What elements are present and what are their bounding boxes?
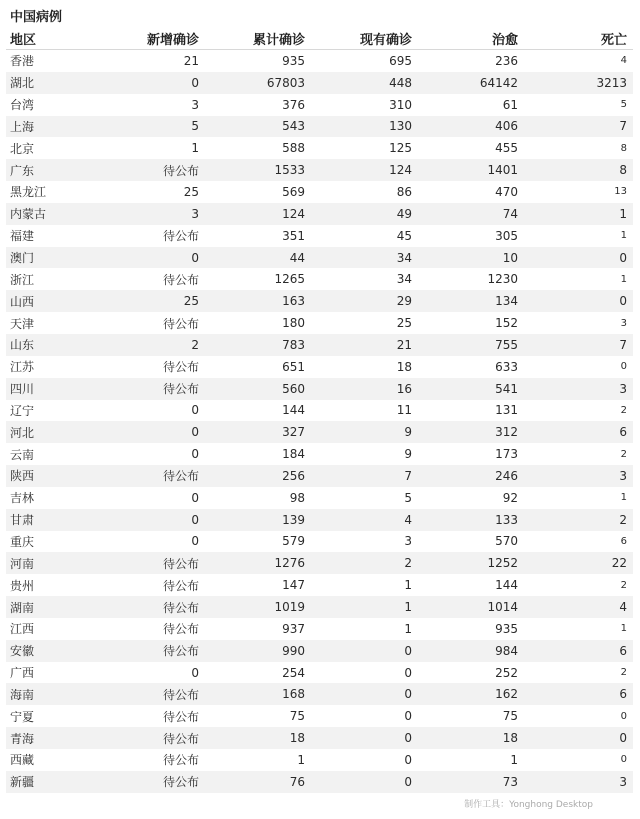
cell-current-confirmed: 34 [305, 268, 412, 290]
cell-deaths: 2 [518, 400, 633, 422]
table-row[interactable] [6, 421, 633, 443]
cell-deaths: 13 [518, 181, 633, 203]
cell-new-confirmed: 0 [76, 72, 199, 94]
cell-current-confirmed: 1 [305, 618, 412, 640]
cell-region: 甘肃 [6, 509, 76, 531]
cell-cured: 152 [412, 312, 518, 334]
cell-cured: 935 [412, 618, 518, 640]
table-row[interactable] [6, 50, 633, 72]
cell-current-confirmed: 0 [305, 705, 412, 727]
table-row[interactable] [6, 356, 633, 378]
cell-current-confirmed: 130 [305, 116, 412, 138]
cell-current-confirmed: 310 [305, 94, 412, 116]
cell-region: 吉林 [6, 487, 76, 509]
cell-new-confirmed: 待公布 [76, 378, 199, 400]
cell-current-confirmed: 0 [305, 683, 412, 705]
cell-cured: 10 [412, 247, 518, 269]
cell-region: 河南 [6, 552, 76, 574]
cell-new-confirmed: 待公布 [76, 225, 199, 247]
cell-deaths: 1 [518, 225, 633, 247]
cell-new-confirmed: 0 [76, 443, 199, 465]
table-row[interactable] [6, 662, 633, 684]
cell-region: 上海 [6, 116, 76, 138]
cell-deaths: 2 [518, 662, 633, 684]
cell-new-confirmed: 待公布 [76, 159, 199, 181]
cell-current-confirmed: 2 [305, 552, 412, 574]
cell-total-confirmed: 560 [199, 378, 305, 400]
cell-deaths: 3 [518, 771, 633, 793]
cell-region: 重庆 [6, 531, 76, 553]
cell-total-confirmed: 327 [199, 421, 305, 443]
cell-deaths: 5 [518, 94, 633, 116]
cell-cured: 73 [412, 771, 518, 793]
table-row[interactable] [6, 727, 633, 749]
table-row[interactable] [6, 465, 633, 487]
cell-cured: 252 [412, 662, 518, 684]
cell-current-confirmed: 21 [305, 334, 412, 356]
cell-new-confirmed: 0 [76, 400, 199, 422]
cell-region: 西藏 [6, 749, 76, 771]
cell-new-confirmed: 2 [76, 334, 199, 356]
cell-region: 黑龙江 [6, 181, 76, 203]
cell-deaths: 22 [518, 552, 633, 574]
cell-current-confirmed: 5 [305, 487, 412, 509]
table-row[interactable] [6, 552, 633, 574]
cell-region: 河北 [6, 421, 76, 443]
cell-new-confirmed: 25 [76, 290, 199, 312]
cell-total-confirmed: 44 [199, 247, 305, 269]
cell-cured: 1401 [412, 159, 518, 181]
cell-deaths: 4 [518, 596, 633, 618]
table-row[interactable] [6, 334, 633, 356]
cell-current-confirmed: 1 [305, 596, 412, 618]
cell-cured: 61 [412, 94, 518, 116]
cell-region: 湖北 [6, 72, 76, 94]
cell-deaths: 0 [518, 749, 633, 771]
cell-deaths: 3 [518, 378, 633, 400]
cell-total-confirmed: 184 [199, 443, 305, 465]
cell-current-confirmed: 11 [305, 400, 412, 422]
cell-new-confirmed: 待公布 [76, 574, 199, 596]
cell-total-confirmed: 163 [199, 290, 305, 312]
cell-region: 福建 [6, 225, 76, 247]
china-cases-table [6, 27, 633, 793]
cell-region: 安徽 [6, 640, 76, 662]
column-header-current-confirmed[interactable]: 现有确诊 [305, 27, 412, 50]
cell-current-confirmed: 7 [305, 465, 412, 487]
cell-new-confirmed: 待公布 [76, 596, 199, 618]
cell-total-confirmed: 1533 [199, 159, 305, 181]
cell-deaths: 7 [518, 116, 633, 138]
cell-region: 陕西 [6, 465, 76, 487]
cell-cured: 173 [412, 443, 518, 465]
cell-current-confirmed: 18 [305, 356, 412, 378]
table-row[interactable] [6, 203, 633, 225]
cell-total-confirmed: 75 [199, 705, 305, 727]
cell-cured: 144 [412, 574, 518, 596]
cell-current-confirmed: 45 [305, 225, 412, 247]
cell-deaths: 2 [518, 443, 633, 465]
cell-region: 贵州 [6, 574, 76, 596]
cell-new-confirmed: 3 [76, 94, 199, 116]
table-row[interactable] [6, 531, 633, 553]
cell-deaths: 4 [518, 50, 633, 72]
cell-current-confirmed: 0 [305, 640, 412, 662]
cell-region: 天津 [6, 312, 76, 334]
cell-cured: 984 [412, 640, 518, 662]
page-title: 中国病例 [10, 10, 63, 25]
cell-deaths: 6 [518, 683, 633, 705]
cell-current-confirmed: 0 [305, 749, 412, 771]
table-row[interactable] [6, 225, 633, 247]
cell-total-confirmed: 588 [199, 137, 305, 159]
cell-total-confirmed: 543 [199, 116, 305, 138]
cell-cured: 1252 [412, 552, 518, 574]
cell-new-confirmed: 待公布 [76, 705, 199, 727]
cell-total-confirmed: 144 [199, 400, 305, 422]
cell-current-confirmed: 0 [305, 727, 412, 749]
table-row[interactable] [6, 749, 633, 771]
table-row[interactable] [6, 72, 633, 94]
cell-region: 山东 [6, 334, 76, 356]
cell-current-confirmed: 9 [305, 421, 412, 443]
cell-deaths: 0 [518, 705, 633, 727]
table-row[interactable] [6, 312, 633, 334]
cell-new-confirmed: 0 [76, 662, 199, 684]
table-row[interactable] [6, 640, 633, 662]
cell-new-confirmed: 待公布 [76, 356, 199, 378]
cell-deaths: 1 [518, 618, 633, 640]
table-row[interactable] [6, 618, 633, 640]
cell-deaths: 1 [518, 203, 633, 225]
cell-new-confirmed: 待公布 [76, 640, 199, 662]
cell-total-confirmed: 783 [199, 334, 305, 356]
cell-total-confirmed: 990 [199, 640, 305, 662]
cell-cured: 1014 [412, 596, 518, 618]
cell-current-confirmed: 25 [305, 312, 412, 334]
cell-cured: 131 [412, 400, 518, 422]
cell-deaths: 3 [518, 312, 633, 334]
cell-region: 四川 [6, 378, 76, 400]
cell-region: 北京 [6, 137, 76, 159]
table-row[interactable] [6, 137, 633, 159]
cell-cured: 755 [412, 334, 518, 356]
table-row[interactable] [6, 94, 633, 116]
cell-total-confirmed: 1019 [199, 596, 305, 618]
cell-deaths: 8 [518, 159, 633, 181]
cell-region: 江西 [6, 618, 76, 640]
cell-new-confirmed: 待公布 [76, 683, 199, 705]
cell-new-confirmed: 0 [76, 487, 199, 509]
cell-region: 浙江 [6, 268, 76, 290]
cell-deaths: 6 [518, 640, 633, 662]
cell-total-confirmed: 1 [199, 749, 305, 771]
cell-total-confirmed: 76 [199, 771, 305, 793]
cell-total-confirmed: 351 [199, 225, 305, 247]
cell-region: 台湾 [6, 94, 76, 116]
cell-current-confirmed: 16 [305, 378, 412, 400]
cell-total-confirmed: 376 [199, 94, 305, 116]
cell-total-confirmed: 124 [199, 203, 305, 225]
table-body [6, 50, 633, 793]
cell-cured: 64142 [412, 72, 518, 94]
cell-region: 新疆 [6, 771, 76, 793]
cell-deaths: 2 [518, 509, 633, 531]
cell-deaths: 0 [518, 247, 633, 269]
cell-deaths: 1 [518, 268, 633, 290]
cell-cured: 236 [412, 50, 518, 72]
cell-new-confirmed: 21 [76, 50, 199, 72]
cell-cured: 633 [412, 356, 518, 378]
cell-total-confirmed: 254 [199, 662, 305, 684]
table-row[interactable] [6, 509, 633, 531]
table-row[interactable] [6, 443, 633, 465]
table-row[interactable] [6, 247, 633, 269]
cell-deaths: 3213 [518, 72, 633, 94]
cell-total-confirmed: 1276 [199, 552, 305, 574]
column-header-new-confirmed[interactable]: 新增确诊 [76, 27, 199, 50]
cell-cured: 75 [412, 705, 518, 727]
cell-total-confirmed: 1265 [199, 268, 305, 290]
cell-deaths: 2 [518, 574, 633, 596]
cell-cured: 470 [412, 181, 518, 203]
cell-new-confirmed: 1 [76, 137, 199, 159]
cell-cured: 92 [412, 487, 518, 509]
cell-cured: 1230 [412, 268, 518, 290]
cell-cured: 570 [412, 531, 518, 553]
cell-new-confirmed: 0 [76, 531, 199, 553]
cell-cured: 162 [412, 683, 518, 705]
cell-deaths: 3 [518, 465, 633, 487]
cell-current-confirmed: 3 [305, 531, 412, 553]
cell-current-confirmed: 4 [305, 509, 412, 531]
cell-new-confirmed: 3 [76, 203, 199, 225]
cell-new-confirmed: 0 [76, 421, 199, 443]
cell-current-confirmed: 34 [305, 247, 412, 269]
cell-deaths: 8 [518, 137, 633, 159]
table-row[interactable] [6, 181, 633, 203]
footer-credit: 制作工具：Yonghong Desktop [464, 800, 593, 810]
cell-region: 海南 [6, 683, 76, 705]
cell-new-confirmed: 待公布 [76, 618, 199, 640]
cell-current-confirmed: 0 [305, 662, 412, 684]
cell-total-confirmed: 651 [199, 356, 305, 378]
cell-total-confirmed: 937 [199, 618, 305, 640]
cell-cured: 312 [412, 421, 518, 443]
cell-deaths: 0 [518, 290, 633, 312]
cell-new-confirmed: 5 [76, 116, 199, 138]
cell-current-confirmed: 0 [305, 771, 412, 793]
cell-total-confirmed: 935 [199, 50, 305, 72]
cell-current-confirmed: 9 [305, 443, 412, 465]
cell-cured: 406 [412, 116, 518, 138]
cell-current-confirmed: 124 [305, 159, 412, 181]
cell-region: 内蒙古 [6, 203, 76, 225]
cell-region: 江苏 [6, 356, 76, 378]
cell-total-confirmed: 569 [199, 181, 305, 203]
cell-deaths: 0 [518, 727, 633, 749]
cell-new-confirmed: 待公布 [76, 749, 199, 771]
cell-region: 云南 [6, 443, 76, 465]
table-row[interactable] [6, 268, 633, 290]
cell-total-confirmed: 67803 [199, 72, 305, 94]
cell-cured: 74 [412, 203, 518, 225]
cell-total-confirmed: 256 [199, 465, 305, 487]
cell-region: 香港 [6, 50, 76, 72]
cell-new-confirmed: 待公布 [76, 727, 199, 749]
cell-current-confirmed: 86 [305, 181, 412, 203]
column-header-region[interactable]: 地区 [6, 27, 76, 50]
cell-cured: 305 [412, 225, 518, 247]
cell-cured: 455 [412, 137, 518, 159]
cell-cured: 541 [412, 378, 518, 400]
table-row[interactable] [6, 378, 633, 400]
column-header-total-confirmed[interactable]: 累计确诊 [199, 27, 305, 50]
cell-total-confirmed: 139 [199, 509, 305, 531]
cell-new-confirmed: 待公布 [76, 312, 199, 334]
cell-current-confirmed: 29 [305, 290, 412, 312]
cell-deaths: 0 [518, 356, 633, 378]
cell-region: 辽宁 [6, 400, 76, 422]
table-row[interactable] [6, 116, 633, 138]
table-row[interactable] [6, 290, 633, 312]
table-header-row [6, 27, 633, 50]
cell-current-confirmed: 448 [305, 72, 412, 94]
cell-cured: 1 [412, 749, 518, 771]
cell-region: 青海 [6, 727, 76, 749]
cell-current-confirmed: 695 [305, 50, 412, 72]
cell-new-confirmed: 待公布 [76, 771, 199, 793]
cell-cured: 246 [412, 465, 518, 487]
cell-region: 宁夏 [6, 705, 76, 727]
cell-deaths: 1 [518, 487, 633, 509]
cell-new-confirmed: 0 [76, 509, 199, 531]
table-row[interactable] [6, 596, 633, 618]
cell-cured: 134 [412, 290, 518, 312]
cell-new-confirmed: 0 [76, 247, 199, 269]
cell-new-confirmed: 待公布 [76, 268, 199, 290]
cell-deaths: 6 [518, 531, 633, 553]
table-row[interactable] [6, 771, 633, 793]
cell-new-confirmed: 25 [76, 181, 199, 203]
cell-new-confirmed: 待公布 [76, 465, 199, 487]
cell-deaths: 7 [518, 334, 633, 356]
cell-total-confirmed: 18 [199, 727, 305, 749]
cell-cured: 18 [412, 727, 518, 749]
column-header-deaths[interactable]: 死亡 [518, 27, 633, 50]
column-header-cured[interactable]: 治愈 [412, 27, 518, 50]
cell-region: 湖南 [6, 596, 76, 618]
cell-deaths: 6 [518, 421, 633, 443]
cell-total-confirmed: 168 [199, 683, 305, 705]
cell-current-confirmed: 49 [305, 203, 412, 225]
cell-total-confirmed: 147 [199, 574, 305, 596]
table-row[interactable] [6, 705, 633, 727]
cell-region: 广西 [6, 662, 76, 684]
table-row[interactable] [6, 400, 633, 422]
cell-region: 山西 [6, 290, 76, 312]
table-row[interactable] [6, 683, 633, 705]
table-row[interactable] [6, 487, 633, 509]
cell-new-confirmed: 待公布 [76, 552, 199, 574]
cell-total-confirmed: 579 [199, 531, 305, 553]
cell-cured: 133 [412, 509, 518, 531]
cell-region: 澳门 [6, 247, 76, 269]
cell-current-confirmed: 125 [305, 137, 412, 159]
cell-total-confirmed: 180 [199, 312, 305, 334]
table-row[interactable] [6, 574, 633, 596]
cell-current-confirmed: 1 [305, 574, 412, 596]
table-row[interactable] [6, 159, 633, 181]
cell-region: 广东 [6, 159, 76, 181]
cell-total-confirmed: 98 [199, 487, 305, 509]
